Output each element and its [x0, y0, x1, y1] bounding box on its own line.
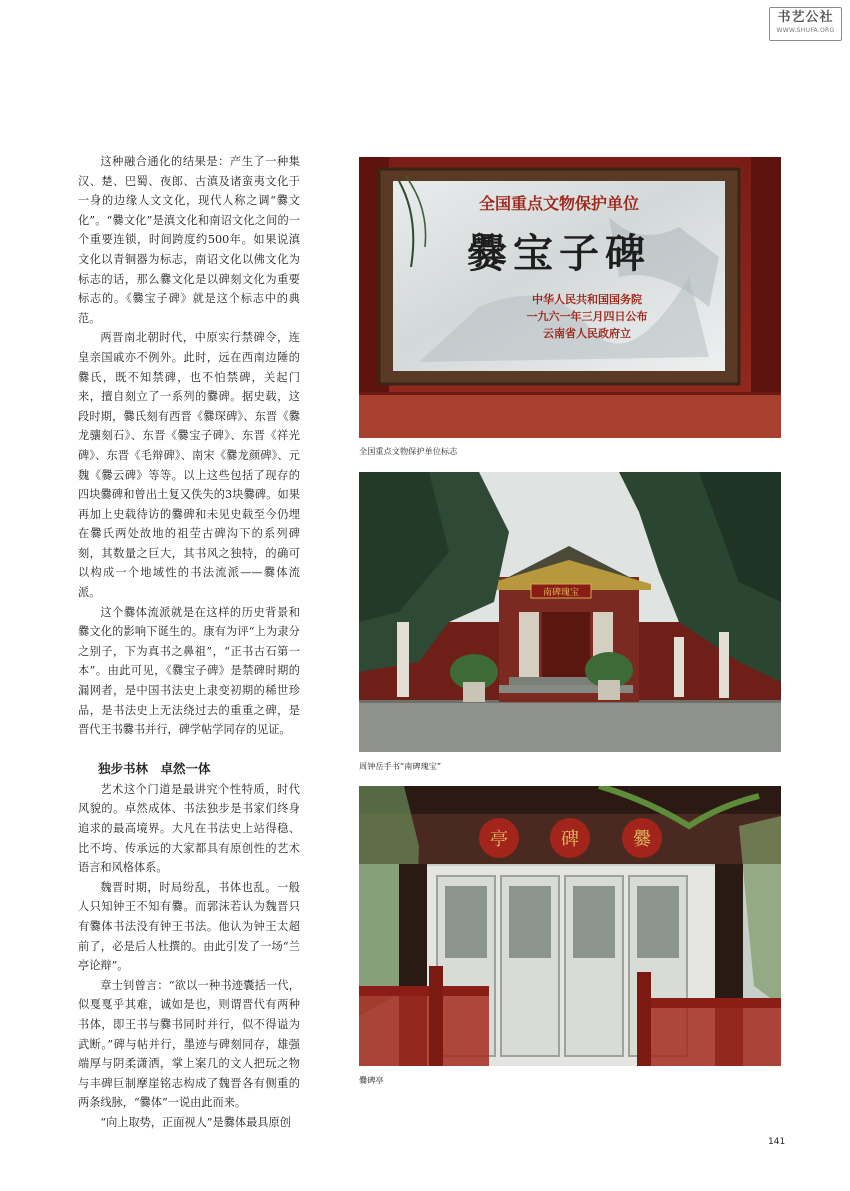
pavilion-photo — [359, 786, 781, 1066]
plaque-footer-line: 中华人民共和国国务院 — [532, 293, 642, 306]
pavilion-caption: 爨碑亭 — [359, 1075, 384, 1085]
temple-caption: 周钟岳手书“南碑瑰宝” — [359, 761, 442, 771]
paragraph: 艺术这个门道是最讲究个性特质，时代风貌的。卓然成体、书法独步是书家们终身追求的最高境界。大凡在书法史上站得稳、比不垮、传承远的大家都具有原创性的艺术语言和风格体系。 — [78, 782, 300, 875]
round-sign-text: 碑 — [561, 829, 579, 850]
paragraph: 章士钊曾言：“欲以一种书迹囊括一代，似戛戛乎其难，诚如是也，则谓晋代有两种书体，即王书与爨书同时并行，似不得谥为武断。”碑与帖并行，墨迹与碑刻同存，雄强端厚与阴柔潇洒，掌上案几的文人把玩之物与丰碑巨制摩崖铭志构成了魏晋各有侧重的两条线脉，“爨体”一说由此而来。 — [78, 978, 300, 1110]
paragraph: “向上取势，正面视人”是爨体最具原创 — [100, 1115, 291, 1129]
logo-url: WWW.SHUFA.ORG — [776, 27, 835, 34]
plaque-header-text: 全国重点文物保护单位 — [478, 194, 640, 213]
paragraph: 魏晋时期，时局纷乱，书体也乱。一般人只知钟王不知有爨。而郭沫若认为魏晋只有爨体书法没有钟王书法。他认为钟王太超前了，必是后人杜撰的。由此引发了一场“兰亭论辩”。 — [78, 880, 300, 973]
section-heading: 独步书林 卓然一体 — [98, 760, 211, 776]
temple-board-text: 南碑瑰宝 — [542, 588, 580, 598]
plaque-footer-line: 一九六一年三月四日公布 — [526, 310, 648, 323]
temple-photo — [359, 472, 781, 752]
round-sign-text: 亭 — [490, 829, 508, 850]
paragraph: 这个爨体流派就是在这样的历史背景和爨文化的影响下诞生的。康有为评“上为隶分之别子，下为真书之鼻祖”，“正书古石第一本”。由此可见，《爨宝子碑》是禁碑时期的漏网者，是中国书法史上隶变初期的稀世珍品，是书法史上无法绕过去的重重之碑，是晋代王书爨书并行，碑学帖学同存的见证。 — [78, 605, 300, 737]
plaque-title-text: 爨宝子碑 — [467, 230, 651, 277]
logo-text: 书艺公社 — [777, 10, 834, 25]
publisher-logo — [769, 7, 842, 41]
plaque-caption: 全国重点文物保护单位标志 — [359, 446, 458, 456]
plaque-footer-line: 云南省人民政府立 — [543, 327, 631, 340]
plaque-photo — [359, 157, 781, 438]
round-sign-text: 爨 — [633, 829, 651, 850]
page-number: 141 — [768, 1137, 786, 1147]
paragraph: 两晋南北朝时代，中原实行禁碑令，连皇亲国戚亦不例外。此时，远在西南边陲的爨氏，既不知禁碑，也不怕禁碑，关起门来，擅自刻立了一系列的爨碑。据史载，这段时期，爨氏刻有西晋《爨琛碑》、东晋《爨龙骧刻石》、东晋《爨宝子碑》、东晋《祥光碑》、东晋《毛辩碑》、南宋《爨龙颜碑》、元魏《爨云碑》等等。以上这些包括了现存的四块爨碑和曾出土复又佚失的3块爨碑。如果再加上史载待访的爨碑和未见史载至今仍埋在爨氏两处故地的祖茔古碑沟下的系列碑刻，其数量之巨大，其书风之独特，的确可以构成一个地域性的书法流派——爨体流派。 — [78, 331, 300, 600]
article-text-column — [78, 152, 300, 1133]
paragraph: 这种融合通化的结果是：产生了一种集汉、楚、巴蜀、夜郎、古滇及诸蛮夷文化于一身的边缘人文文化，现代人称之调“爨文化”。“爨文化”是滇文化和南诏文化之间的一个重要连锁，时间跨度约500年。如果说滇文化以青铜器为标志，南诏文化以佛文化为标志的话，那么爨文化是以碑刻文化为重要标志的。《爨宝子碑》就是这个标志中的典范。 — [78, 155, 300, 325]
